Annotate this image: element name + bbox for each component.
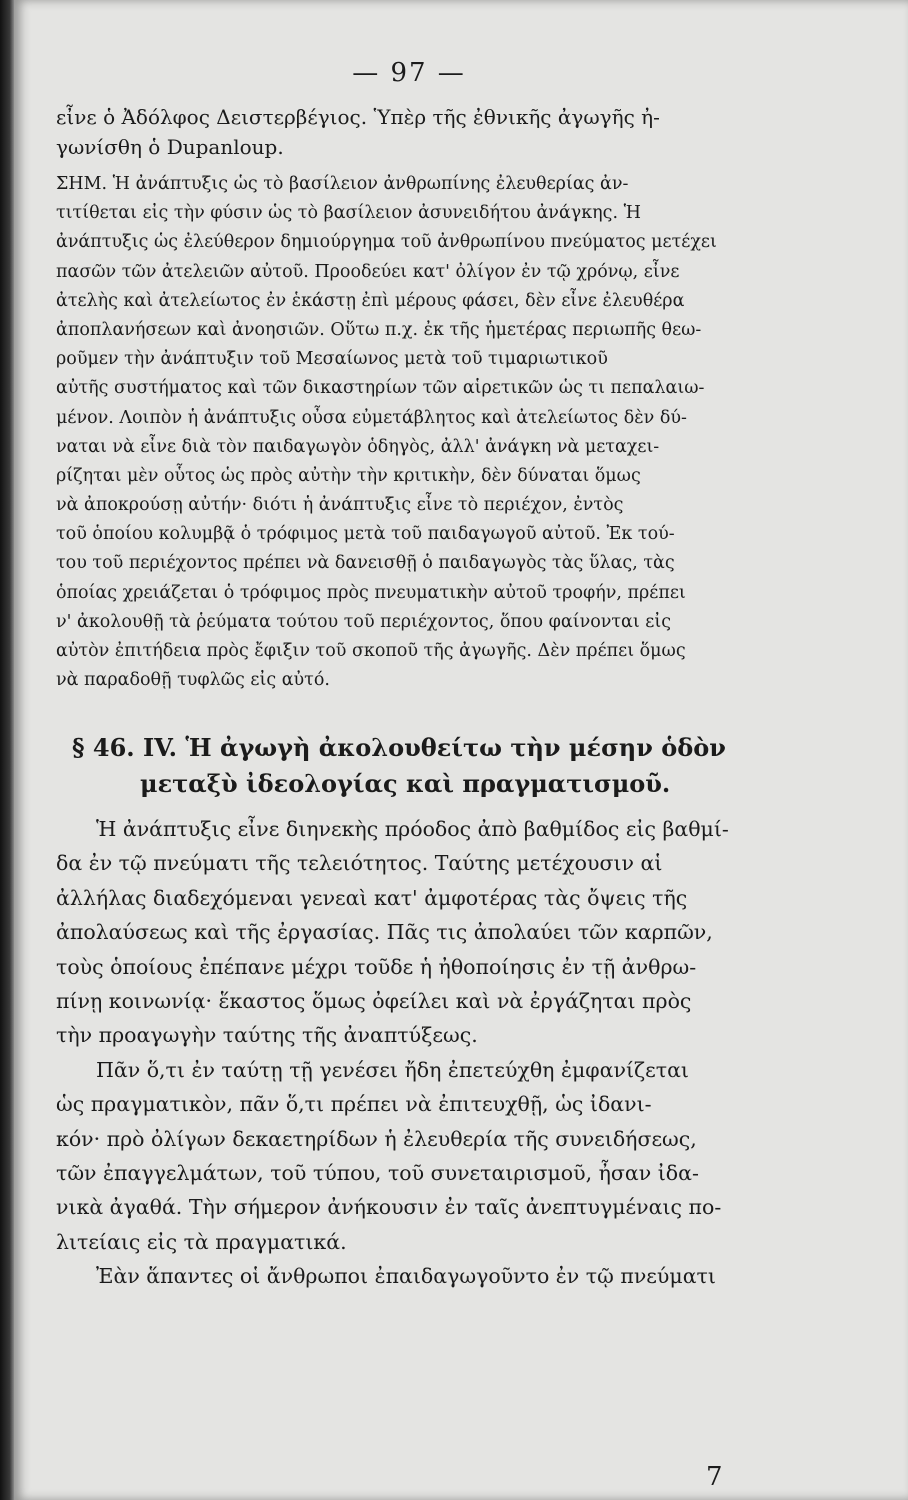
body-line: τῶν ἐπαγγελμάτων, τοῦ τύπου, τοῦ συνεταιρισμοῦ, ἦσαν ἰδα- bbox=[56, 1160, 699, 1185]
body-line: ἀπολαύσεως καὶ τῆς ἐργασίας. Πᾶς τις ἀπολαύει τῶν καρπῶν, bbox=[56, 920, 713, 945]
body-line: πίνῃ κοινωνίᾳ· ἕκαστος ὅμως ὀφείλει καὶ νὰ ἐργάζηται πρὸς bbox=[56, 988, 692, 1013]
body-line: νικὰ ἀγαθά. Τὴν σήμερον ἀνήκουσιν ἐν ταῖς ἀνεπτυγμέναις πο- bbox=[56, 1195, 722, 1220]
body-line: δα ἐν τῷ πνεύματι τῆς τελειότητος. Ταύτης μετέχουσιν αἱ bbox=[56, 851, 663, 876]
body-line: κόν· πρὸ ὀλίγων δεκαετηρίδων ἡ ἐλευθερία τῆς συνειδήσεως, bbox=[56, 1126, 697, 1151]
note-line: νὰ ἀποκρούσῃ αὐτήν· διότι ἡ ἀνάπτυξις εἶνε τὸ περιέχον, ἐντὸς bbox=[56, 495, 624, 516]
body-line: τοὺς ὁποίους ἐπέπανε μέχρι τοῦδε ἡ ἠθοποίησις ἐν τῇ ἀνθρω- bbox=[56, 954, 697, 979]
note-line: ρίζηται μὲν οὗτος ὡς πρὸς αὐτὴν τὴν κριτικὴν, δὲν δύναται ὅμως bbox=[56, 465, 641, 486]
page-number: — 97 — bbox=[352, 58, 466, 88]
text-line: εἶνε ὁ Ἀδόλφος Δειστερβέγιος. Ὑπὲρ τῆς ἐθνικῆς ἀγωγῆς ἠ- bbox=[56, 105, 660, 129]
body-line: ἀλλήλας διαδεχόμεναι γενεαὶ κατ' ἀμφοτέρας τὰς ὄψεις τῆς bbox=[56, 885, 688, 910]
section-heading-line-2: μεταξὺ ἰδεολογίας καὶ πραγματισμοῦ. bbox=[140, 769, 671, 798]
body-line: Ἐὰν ἅπαντες οἱ ἄνθρωποι ἐπαιδαγωγοῦντο ἐν τῷ πνεύματι bbox=[96, 1264, 716, 1289]
note-line: ναται νὰ εἶνε διὰ τὸν παιδαγωγὸν ὁδηγὸς, ἀλλ' ἀνάγκη νὰ μεταχει- bbox=[56, 436, 660, 457]
note-line: ν' ἀκολουθῇ τὰ ῥεύματα τούτου τοῦ περιέχοντος, ὅπου φαίνονται εἰς bbox=[56, 611, 672, 632]
note-line: του τοῦ περιέχοντος πρέπει νὰ δανεισθῇ ὁ παιδαγωγὸς τὰς ὕλας, τὰς bbox=[56, 553, 675, 574]
note-line: ἀτελὴς καὶ ἀτελείωτος ἐν ἑκάστῃ ἐπὶ μέρους φάσει, δὲν εἶνε ἐλευθέρα bbox=[56, 290, 685, 311]
note-line: ἀνάπτυξις ὡς ἐλεύθερον δημιούργημα τοῦ ἀνθρωπίνου πνεύματος μετέχει bbox=[56, 232, 717, 253]
note-line: ροῦμεν τὴν ἀνάπτυξιν τοῦ Μεσαίωνος μετὰ τοῦ τιμαριωτικοῦ bbox=[56, 349, 608, 370]
body-line: τὴν προαγωγὴν ταύτης τῆς ἀναπτύξεως. bbox=[56, 1023, 478, 1048]
note-line: ἀποπλανήσεων καὶ ἀνοησιῶν. Οὕτω π.χ. ἐκ τῆς ἡμετέρας περιωπῆς θεω- bbox=[56, 319, 702, 340]
body-line: λιτείαις εἰς τὰ πραγματικά. bbox=[56, 1229, 347, 1254]
body-line: Ἡ ἀνάπτυξις εἶνε διηνεκὴς πρόοδος ἀπὸ βαθμίδος εἰς βαθμί- bbox=[96, 817, 729, 841]
note-line: μένον. Λοιπὸν ἡ ἀνάπτυξις οὖσα εὐμετάβλητος καὶ ἀτελείωτος δὲν δύ- bbox=[56, 407, 687, 428]
text-line: γωνίσθη ὁ Dupanloup. bbox=[56, 135, 284, 159]
note-line: αὐτὸν ἐπιτήδεια πρὸς ἔφιξιν τοῦ σκοποῦ τῆς ἀγωγῆς. Δὲν πρέπει ὅμως bbox=[56, 641, 686, 661]
section-heading bbox=[72, 730, 792, 802]
body-line: Πᾶν ὅ,τι ἐν ταύτῃ τῇ γενέσει ἤδη ἐπετεύχθη ἐμφανίζεται bbox=[96, 1057, 689, 1082]
note-line: νὰ παραδοθῇ τυφλῶς εἰς αὐτό. bbox=[56, 670, 330, 691]
section-heading-line-1: § 46. IV. Ἡ ἀγωγὴ ἀκολουθείτω τὴν μέσην ὁδὸν bbox=[72, 733, 726, 762]
note-line: τοῦ ὁποίου κολυμβᾷ ὁ τρόφιμος μετὰ τοῦ παιδαγωγοῦ αὐτοῦ. Ἐκ τού- bbox=[56, 524, 675, 545]
body-text bbox=[56, 812, 801, 1293]
note-line: τιτίθεται εἰς τὴν φύσιν ὡς τὸ βασίλειον ἀσυνειδήτου ἀνάγκης. Ἡ bbox=[56, 203, 641, 224]
note-line: ὁποίας χρειάζεται ὁ τρόφιμος πρὸς πνευματικὴν αὐτοῦ τροφήν, πρέπει bbox=[56, 582, 686, 603]
signature-mark: 7 bbox=[706, 1462, 723, 1492]
body-line: ὡς πραγματικὸν, πᾶν ὅ,τι πρέπει νὰ ἐπιτευχθῇ, ὡς ἰδανι- bbox=[56, 1092, 652, 1117]
note-line: ΣΗΜ. Ἡ ἀνάπτυξις ὡς τὸ βασίλειον ἀνθρωπίνης ἐλευθερίας ἀν- bbox=[56, 174, 629, 194]
note-paragraph bbox=[56, 170, 801, 695]
note-line: πασῶν τῶν ἀτελειῶν αὐτοῦ. Προοδεύει κατ' ὀλίγον ἐν τῷ χρόνῳ, εἶνε bbox=[56, 261, 680, 282]
book-binding bbox=[0, 0, 14, 1500]
note-line: αὐτῆς συστήματος καὶ τῶν δικαστηρίων τῶν αἱρετικῶν ὡς τι πεπαλαιω- bbox=[56, 378, 705, 399]
scanned-page bbox=[14, 0, 908, 1500]
intro-text bbox=[56, 102, 801, 162]
